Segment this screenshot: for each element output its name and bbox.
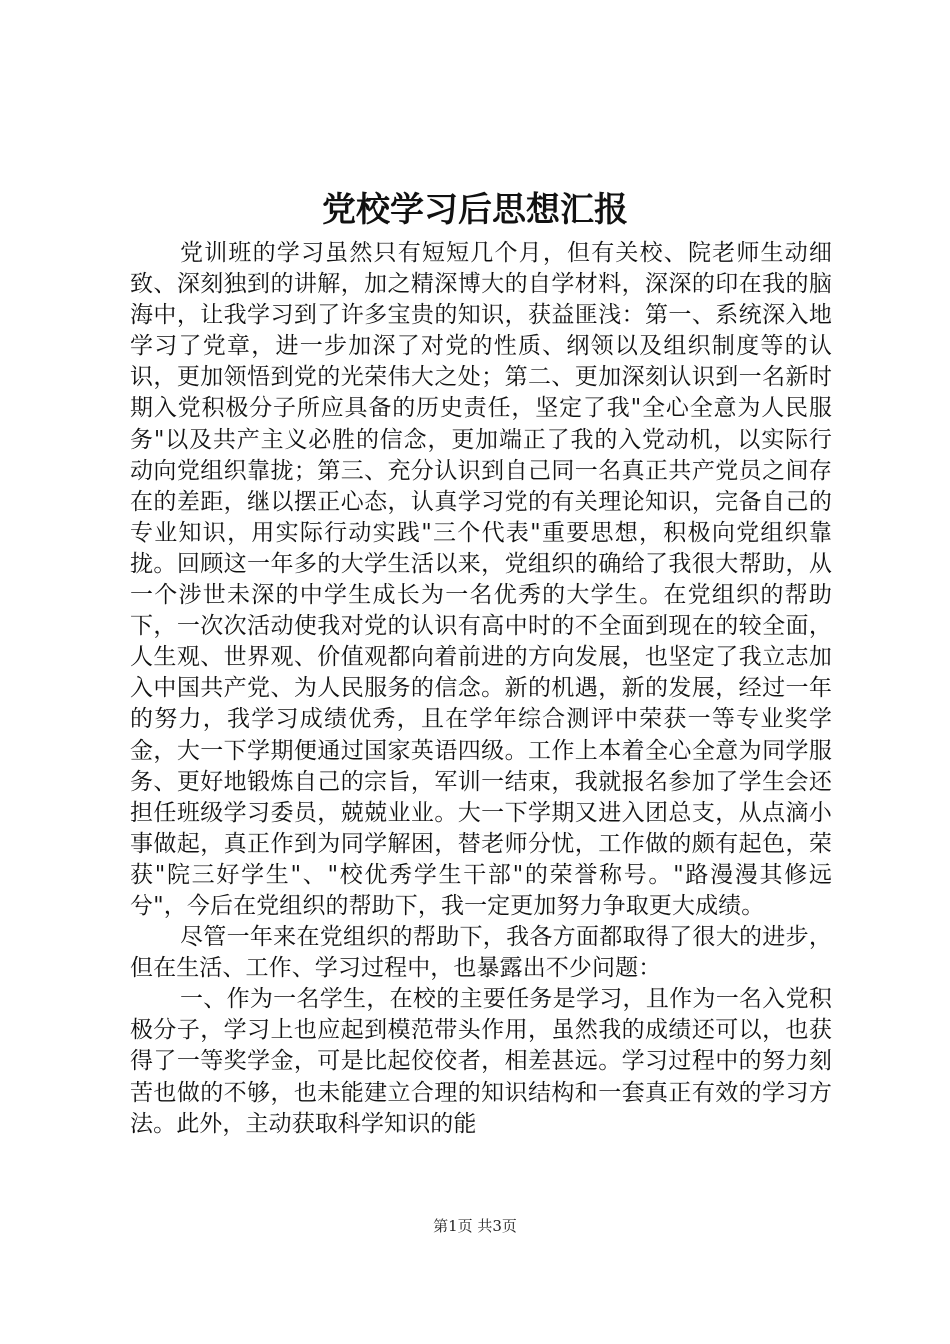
paragraph-1: 党训班的学习虽然只有短短几个月，但有关校、院老师生动细致、深刻独到的讲解，加之精深博大的自学材料，深深的印在我的脑海中，让我学习到了许多宝贵的知识，获益匪浅：第一、系统深入地学习了党章，进一步加深了对党的性质、纲领以及组织制度等的认识，更加领悟到党的光荣伟大之处；第二、更加深刻认识到一名新时期入党积极分子所应具备的历史责任，坚定了我"全心全意为人民服务"以及共产主义必胜的信念，更加端正了我的入党动机，以实际行动向党组织靠拢；第三、充分认识到自己同一名真正共产党员之间存在的差距，继以摆正心态，认真学习党的有关理论知识，完备自己的专业知识，用实际行动实践"三个代表"重要思想，积极向党组织靠拢。回顾这一年多的大学生活以来，党组织的确给了我很大帮助，从一个涉世未深的中学生成长为一名优秀的大学生。在党组织的帮助下，一次次活动使我对党的认识有高中时的不全面到现在的较全面，人生观、世界观、价值观都向着前进的方向发展，也坚定了我立志加入中国共产党、为人民服务的信念。新的机遇，新的发展，经过一年的努力，我学习成绩优秀，且在学年综合测评中荣获一等专业奖学金，大一下学期便通过国家英语四级。工作上本着全心全意为同学服务、更好地锻炼自己的宗旨，军训一结束，我就报名参加了学生会还担任班级学习委员，兢兢业业。大一下学期又进入团总支，从点滴小事做起，真正作到为同学解困，替老师分忧，工作做的颇有起色，荣获"院三好学生"、"校优秀学生干部"的荣誉称号。"路漫漫其修远兮"，今后在党组织的帮助下，我一定更加努力争取更大成绩。 xyxy=(130,240,832,919)
paragraph-2: 尽管一年来在党组织的帮助下，我各方面都取得了很大的进步，但在生活、工作、学习过程中，也暴露出不少问题： xyxy=(130,924,832,982)
page-number-footer: 第1页 共3页 xyxy=(433,1217,517,1235)
document-title: 党校学习后思想汇报 xyxy=(322,190,628,230)
paragraph-3: 一、作为一名学生，在校的主要任务是学习，且作为一名入党积极分子，学习上也应起到模范带头作用，虽然我的成绩还可以，也获得了一等奖学金，可是比起佼佼者，相差甚远。学习过程中的努力刻苦也做的不够，也未能建立合理的知识结构和一套真正有效的学习方法。此外，主动获取科学知识的能 xyxy=(130,986,832,1137)
document-body xyxy=(130,238,832,1140)
